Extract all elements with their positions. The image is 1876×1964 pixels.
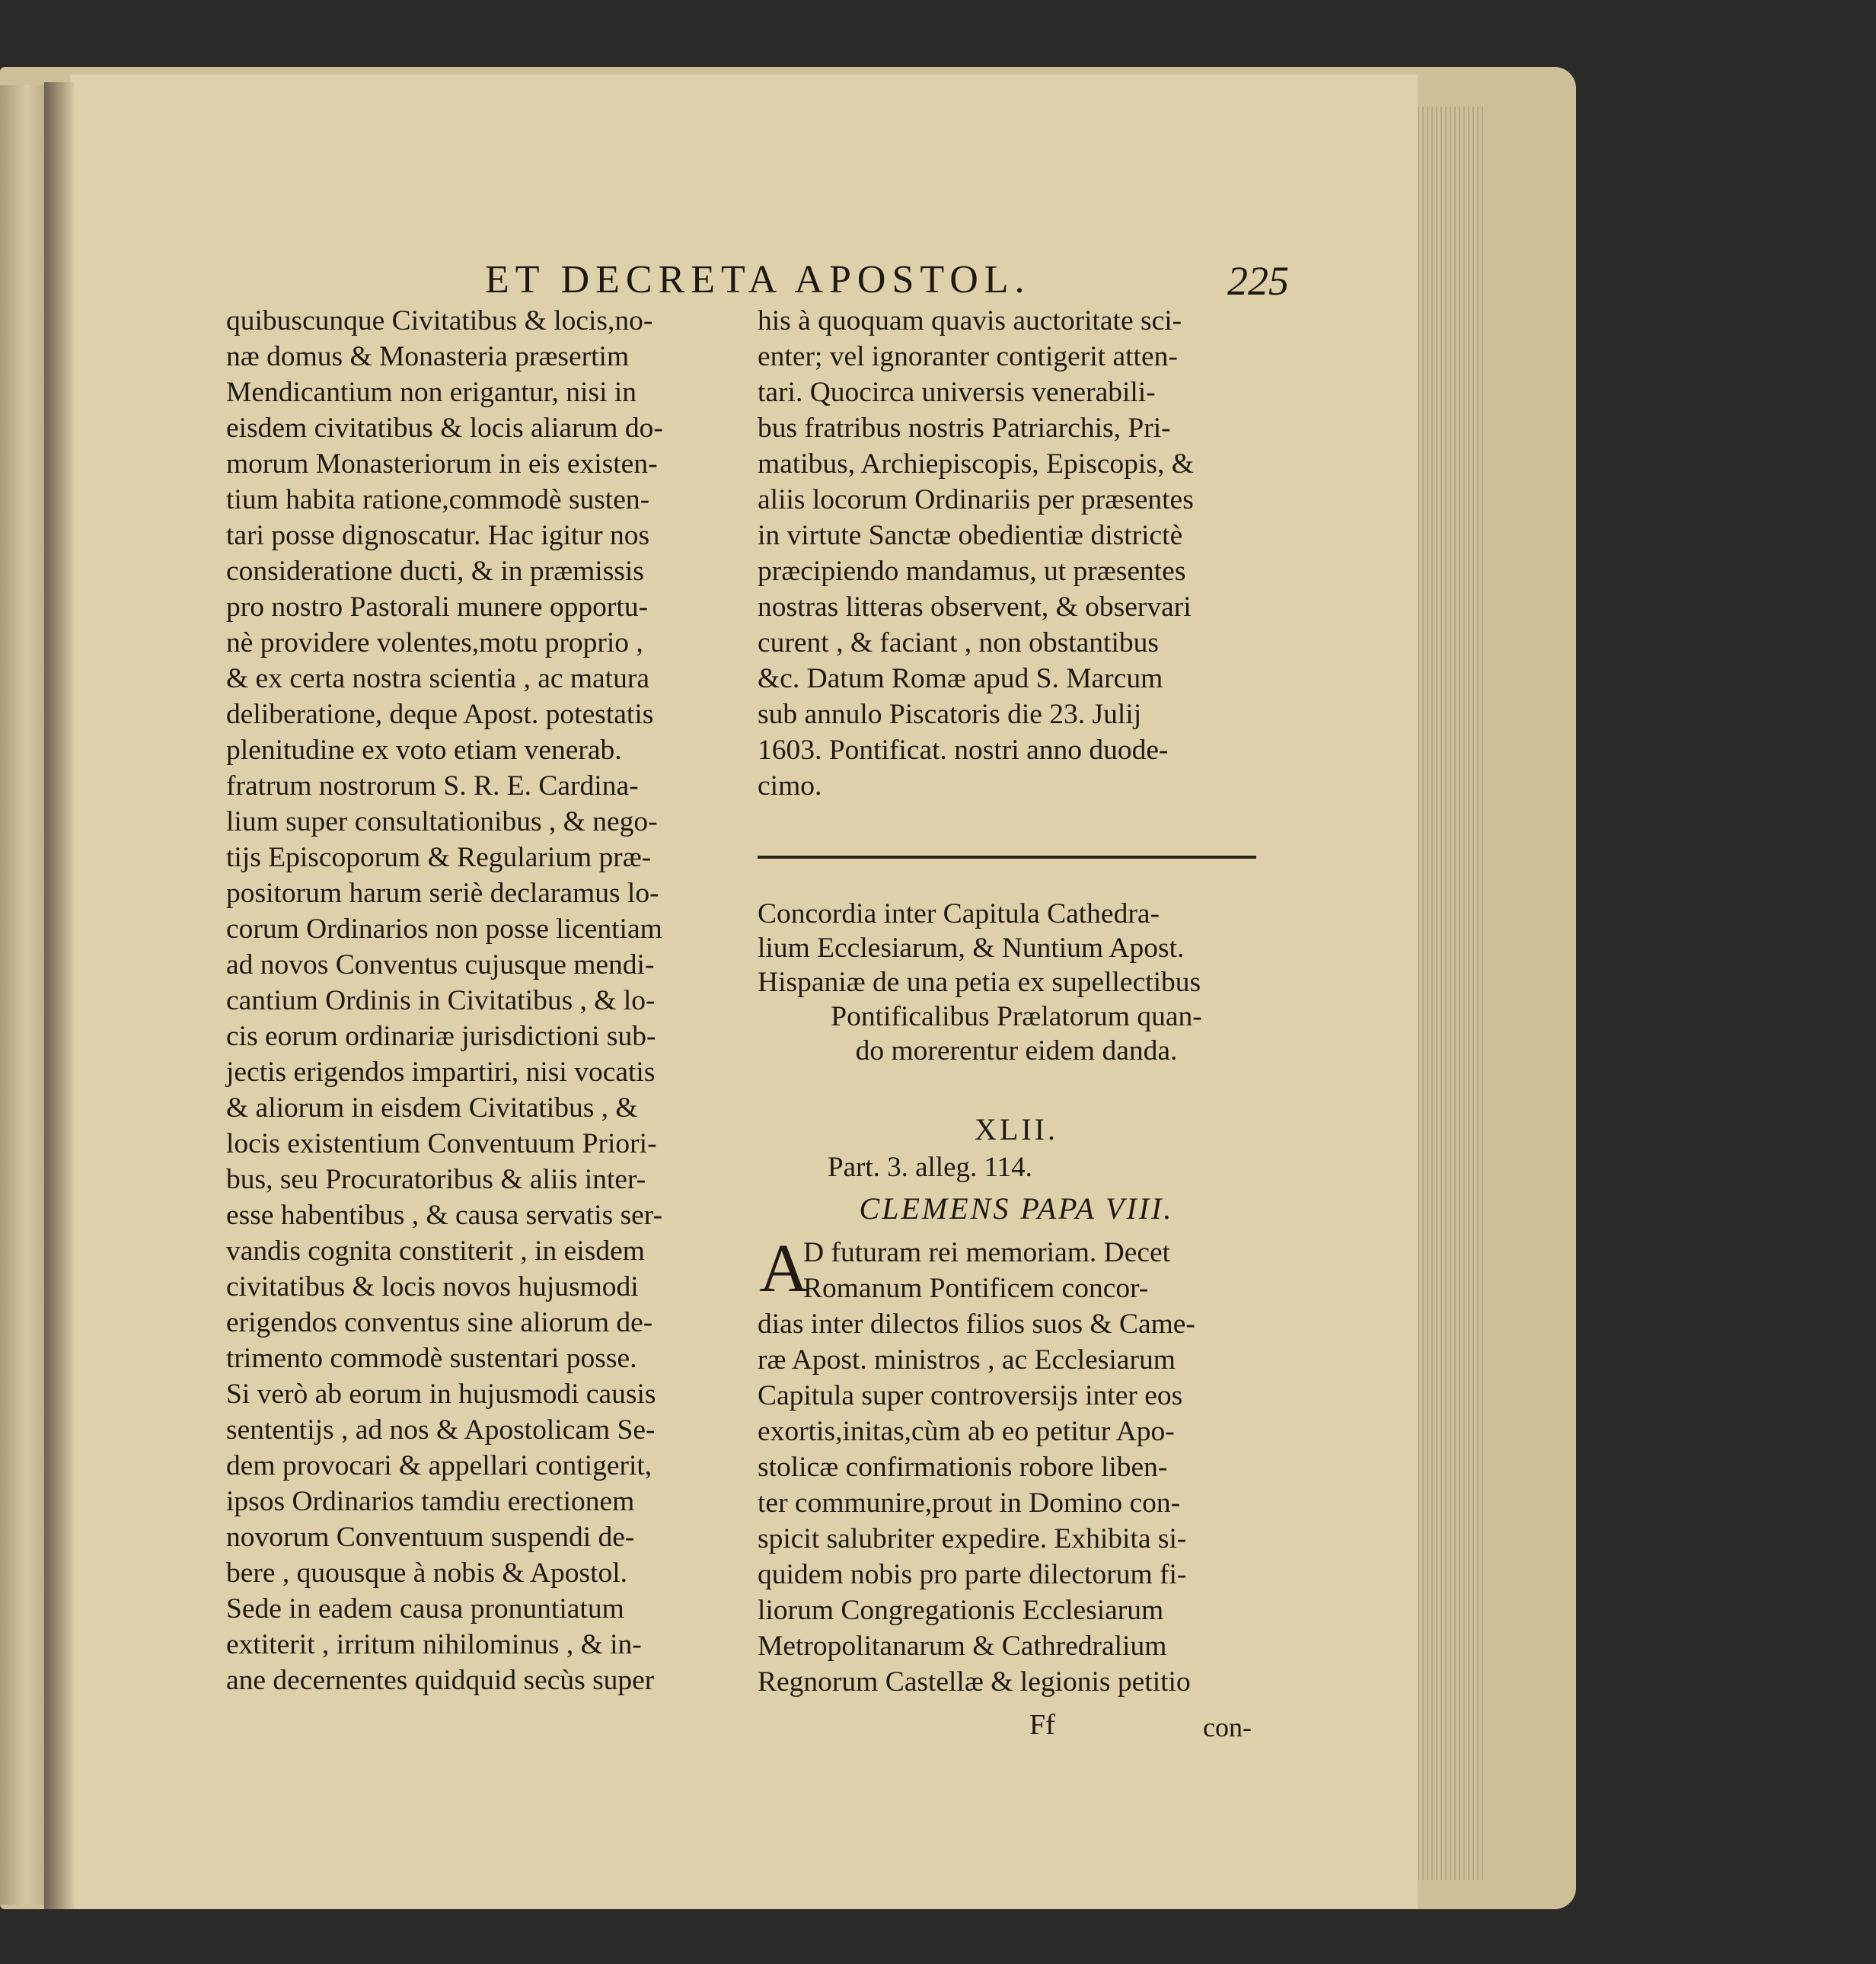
text-line: deliberatione, deque Apost. potestatis (226, 699, 654, 730)
text-line: Concordia inter Capitula Cathedra- (758, 898, 1160, 929)
text-line: D futuram rei memoriam. Decet (803, 1237, 1171, 1268)
text-line: trimento commodè sustentari posse. (226, 1343, 637, 1374)
text-line: erigendos conventus sine aliorum de- (226, 1307, 653, 1338)
text-line: curent , & faciant , non obstantibus (758, 627, 1159, 658)
text-line: bus, seu Procuratoribus & aliis inter- (226, 1164, 646, 1195)
text-line: Mendicantium non erigantur, nisi in (226, 377, 637, 408)
text-line: ad novos Conventus cujusque mendi- (226, 949, 655, 980)
signature-mark: Ff (1029, 1709, 1055, 1741)
text-line: fratrum nostrorum S. R. E. Cardina- (226, 770, 639, 802)
text-line: bere , quousque à nobis & Apostol. (226, 1557, 628, 1589)
text-line: dias inter dilectos filios suos & Came- (758, 1309, 1195, 1340)
right-text-column-top (758, 303, 1275, 804)
text-line: Capitula super controversijs inter eos (758, 1380, 1183, 1411)
text-line: tijs Episcoporum & Regularium præ- (226, 842, 652, 873)
text-line: Metropolitanarum & Cathredralium (758, 1631, 1167, 1662)
text-line: matibus, Archiepiscopis, Episcopis, & (758, 448, 1194, 480)
text-line: locis existentium Conventuum Priori- (226, 1128, 657, 1159)
text-line: ter communire,prout in Domino con- (758, 1487, 1181, 1519)
text-line: esse habentibus , & causa servatis ser- (226, 1200, 663, 1231)
text-line: do morerentur eidem danda. (855, 1035, 1178, 1066)
text-line: novorum Conventuum suspendi de- (226, 1522, 635, 1553)
text-line: ipsos Ordinarios tamdiu erectionem (226, 1486, 635, 1517)
text-line: tari. Quocirca universis venerabili- (758, 377, 1156, 408)
text-line: Regnorum Castellæ & legionis petitio (758, 1666, 1191, 1698)
reference-line: Part. 3. alleg. 114. (828, 1152, 1032, 1183)
text-line: sub annulo Piscatoris die 23. Julij (758, 699, 1142, 730)
text-line: positorum harum seriè declaramus lo- (226, 878, 659, 909)
text-line: exortis,initas,cùm ab eo petitur Apo- (758, 1416, 1175, 1447)
text-line: quidem nobis pro parte dilectorum fi- (758, 1559, 1187, 1590)
text-line: aliis locorum Ordinariis per præsentes (758, 484, 1194, 515)
text-line: & ex certa nostra scientia , ac matura (226, 663, 649, 694)
page-number: 225 (1227, 258, 1289, 304)
text-line: liorum Congregationis Ecclesiarum (758, 1595, 1164, 1626)
text-line: nostras litteras observent, & observari (758, 591, 1192, 623)
text-line: næ domus & Monasteria præsertim (226, 341, 630, 372)
text-line: eisdem civitatibus & locis aliarum do- (226, 413, 663, 444)
text-line: præcipiendo mandamus, ut præsentes (758, 556, 1186, 587)
text-line: plenitudine ex voto etiam venerab. (226, 735, 622, 766)
section-caption (758, 897, 1275, 1068)
text-line: Hispaniæ de una petia ex supellectibus (758, 967, 1201, 998)
book-page (70, 75, 1418, 1909)
text-line: bus fratribus nostris Patriarchis, Pri- (758, 413, 1171, 444)
text-line: corum Ordinarios non posse licentiam (226, 913, 662, 945)
left-page-edge (0, 85, 49, 1905)
text-line: jectis erigendos impartiri, nisi vocatis (226, 1057, 656, 1088)
text-line: cimo. (758, 770, 822, 802)
text-line: spicit salubriter expedire. Exhibita si- (758, 1523, 1187, 1554)
text-line: lium super consultationibus , & nego- (226, 806, 658, 837)
text-line: pro nostro Pastorali munere opportu- (226, 591, 649, 623)
text-line: tium habita ratione,commodè susten- (226, 484, 650, 515)
text-line: ræ Apost. ministros , ac Ecclesiarum (758, 1344, 1176, 1376)
text-line: extiterit , irritum nihilominus , & in- (226, 1629, 642, 1660)
text-line: nè providere volentes,motu proprio , (226, 627, 643, 658)
text-line: Romanum Pontificem concor- (803, 1273, 1149, 1304)
text-line: & aliorum in eisdem Civitatibus , & (226, 1092, 638, 1124)
text-line: &c. Datum Romæ apud S. Marcum (758, 663, 1163, 694)
left-text-column (226, 303, 744, 1698)
text-line: cis eorum ordinariæ jurisdictioni sub- (226, 1021, 656, 1052)
text-line: enter; vel ignoranter contigerit atten- (758, 341, 1178, 372)
text-line: civitatibus & locis novos hujusmodi (226, 1271, 639, 1302)
section-divider (758, 856, 1256, 859)
text-line: in virtute Sanctæ obedientiæ districtè (758, 520, 1183, 551)
running-header: ET DECRETA APOSTOL. (485, 258, 1031, 301)
section-number: XLII. (975, 1112, 1058, 1146)
text-line: tari posse dignoscatur. Hac igitur nos (226, 520, 650, 551)
right-text-column-bottom (758, 1231, 1275, 1700)
text-line: consideratione ducti, & in præmissis (226, 556, 644, 587)
text-line: his à quoquam quavis auctoritate sci- (758, 305, 1182, 336)
text-line: Sede in eadem causa pronuntiatum (226, 1593, 624, 1624)
text-line: sententijs , ad nos & Apostolicam Se- (226, 1414, 656, 1446)
pope-heading: CLEMENS PAPA VIII. (859, 1191, 1174, 1226)
text-line: vandis cognita constiterit , in eisdem (226, 1235, 645, 1267)
drop-cap: A (759, 1231, 809, 1306)
text-line: 1603. Pontificat. nostri anno duode- (758, 735, 1169, 766)
text-line: morum Monasteriorum in eis existen- (226, 448, 658, 480)
text-line: quibuscunque Civitatibus & locis,no- (226, 305, 653, 336)
text-line: Si verò ab eorum in hujusmodi causis (226, 1379, 656, 1410)
text-line: dem provocari & appellari contigerit, (226, 1450, 652, 1481)
catchword: con- (1203, 1712, 1252, 1742)
text-line: ane decernentes quidquid secùs super (226, 1665, 655, 1696)
text-line: cantium Ordinis in Civitatibus , & lo- (226, 985, 656, 1016)
text-line: lium Ecclesiarum, & Nuntium Apost. (758, 933, 1185, 964)
book-gutter (44, 82, 75, 1909)
text-line: Pontificalibus Prælatorum quan- (831, 1001, 1202, 1032)
text-line: stolicæ confirmationis robore liben- (758, 1452, 1168, 1483)
page-block-edges (1410, 107, 1483, 1880)
